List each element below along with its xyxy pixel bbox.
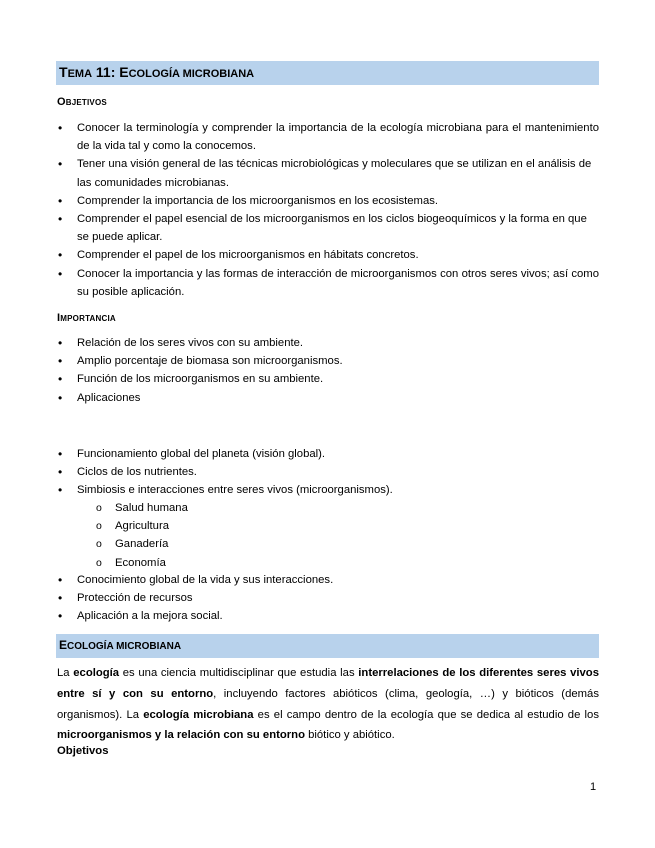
list-item: • Funcionamiento global del planeta (visión global). — [57, 445, 599, 463]
page-number: 1 — [590, 781, 597, 793]
list-item: • Protección de recursos — [57, 589, 599, 607]
list-item: • Aplicación a la mejora social. — [57, 607, 599, 625]
objetivos-list — [57, 119, 599, 301]
section-heading: ECOLOGÍA MICROBIANA — [56, 634, 599, 658]
list-item: • Comprender el papel de los microorganismos en hábitats concretos. — [57, 246, 599, 264]
list-item: • Conocimiento global de la vida y sus interacciones. — [57, 571, 599, 589]
list-item: • Función de los microorganismos en su ambiente. — [57, 370, 599, 388]
objetivos-heading: OBJETIVOS — [57, 96, 107, 108]
importancia-list-2 — [57, 445, 599, 500]
simbiosis-sublist — [96, 499, 188, 572]
definition-paragraph: La ecología es una ciencia multidisciplinar que estudia las interrelaciones de los diferentes seres vivos entre sí y con su entorno, incluyendo factores abióticos (clima, geología, …) y bióticos (demás organismos). La ecología microbiana es el campo dentro de la ecología que se dedica al estudio de los microorganismos y la relación con su entorno biótico y abiótico. — [57, 667, 599, 742]
list-item: • Tener una visión general de las técnicas microbiológicas y moleculares que se utilizan en el análisis de las comunidades microbianas. — [57, 155, 599, 191]
list-item: • Relación de los seres vivos con su ambiente. — [57, 334, 599, 352]
list-item: • Amplio porcentaje de biomasa son microorganismos. — [57, 352, 599, 370]
importancia-heading: IMPORTANCIA — [57, 312, 116, 324]
sub-list-item: o Salud humana — [96, 499, 188, 517]
list-item: • Conocer la importancia y las formas de interacción de microorganismos con otros seres vivos; así como su posible aplicación. — [57, 265, 599, 301]
sub-list-item: o Economía — [96, 554, 188, 572]
chapter-heading: TEMA 11: ECOLOGÍA MICROBIANA — [56, 61, 599, 85]
list-item: • Ciclos de los nutrientes. — [57, 463, 599, 481]
importancia-list — [57, 334, 599, 407]
list-item: • Aplicaciones — [57, 389, 599, 407]
sub-list-item: o Agricultura — [96, 517, 188, 535]
list-item: • Conocer la terminología y comprender la importancia de la ecología microbiana para el mantenimiento de la vida tal y como la conocemos. — [57, 119, 599, 155]
importancia-list-3 — [57, 571, 599, 626]
list-item: • Comprender la importancia de los microorganismos en los ecosistemas. — [57, 192, 599, 210]
objetivos-subheading: Objetivos — [57, 745, 109, 757]
list-item: • Comprender el papel esencial de los microorganismos en los ciclos biogeoquímicos y la forma en que se puede aplicar. — [57, 210, 599, 246]
sub-list-item: o Ganadería — [96, 535, 188, 553]
list-item: • Simbiosis e interacciones entre seres vivos (microorganismos). — [57, 481, 599, 499]
